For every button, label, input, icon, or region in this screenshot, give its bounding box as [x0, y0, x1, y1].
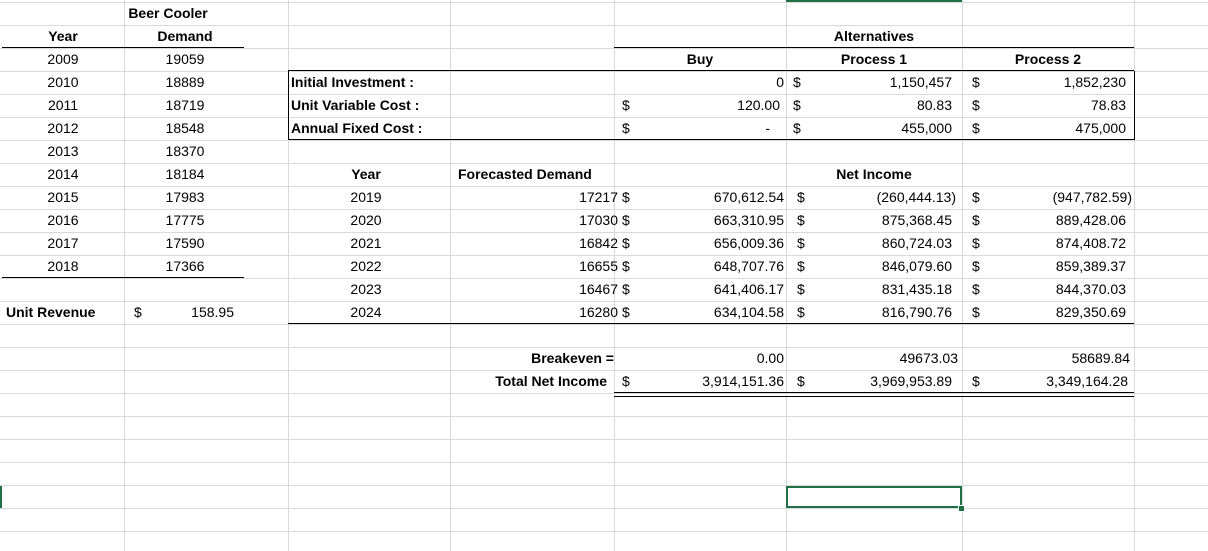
forecast-demand-cell[interactable]: 16280 [579, 304, 618, 320]
currency-sign: $ [797, 373, 805, 389]
process2-column-header: Process 2 [1014, 51, 1082, 67]
process2-breakeven[interactable]: 58689.84 [1071, 350, 1130, 366]
process2-net-income-cell[interactable]: 859,389.37 [1055, 258, 1126, 274]
forecast-demand-cell[interactable]: 16655 [579, 258, 618, 274]
history-demand-cell[interactable]: 19059 [165, 51, 205, 67]
fill-handle[interactable] [958, 505, 965, 512]
currency-sign: $ [793, 97, 801, 113]
currency-sign: $ [622, 304, 630, 320]
history-demand-cell[interactable]: 18184 [165, 166, 205, 182]
currency-sign: $ [622, 258, 630, 274]
net-income-header: Net Income [836, 166, 912, 182]
buy-net-income-cell[interactable]: 656,009.36 [713, 235, 784, 251]
process1-initial-investment[interactable]: 1,150,457 [889, 74, 952, 90]
unit-variable-cost-label[interactable]: Unit Variable Cost : [291, 97, 420, 113]
selected-cell[interactable] [786, 486, 962, 508]
currency-sign: $ [793, 74, 801, 90]
buy-breakeven[interactable]: 0.00 [756, 350, 784, 366]
buy-unit-variable-cost[interactable]: 120.00 [737, 97, 780, 113]
process2-net-income-cell[interactable]: 889,428.06 [1055, 212, 1126, 228]
history-demand-cell[interactable]: 18889 [165, 74, 205, 90]
process2-net-income-cell[interactable]: 829,350.69 [1055, 304, 1126, 320]
currency-sign: $ [797, 235, 805, 251]
breakeven-label[interactable]: Breakeven = [531, 350, 614, 366]
currency-sign: $ [972, 235, 980, 251]
forecast-demand-header: Forecasted Demand [458, 166, 592, 182]
process1-breakeven[interactable]: 49673.03 [899, 350, 958, 366]
history-year-cell[interactable]: 2011 [47, 97, 79, 113]
currency-sign: $ [797, 281, 805, 297]
history-demand-cell[interactable]: 17775 [165, 212, 205, 228]
forecast-demand-cell[interactable]: 16842 [579, 235, 618, 251]
currency-sign: $ [797, 258, 805, 274]
unit-revenue-currency: $ [134, 304, 142, 320]
forecast-demand-cell[interactable]: 17030 [579, 212, 618, 228]
column-header-accent [786, 0, 962, 2]
history-demand-cell[interactable]: 18719 [165, 97, 205, 113]
history-year-cell[interactable]: 2018 [47, 258, 79, 274]
process2-initial-investment[interactable]: 1,852,230 [1063, 74, 1126, 90]
process1-net-income-cell[interactable]: 875,368.45 [881, 212, 952, 228]
buy-net-income-cell[interactable]: 641,406.17 [713, 281, 784, 297]
process2-net-income-cell[interactable]: (947,782.59) [1052, 189, 1132, 205]
buy-initial-investment[interactable]: 0 [776, 74, 784, 90]
buy-annual-fixed-cost[interactable]: - [765, 120, 770, 136]
history-year-cell[interactable]: 2015 [47, 189, 79, 205]
history-demand-cell[interactable]: 17983 [165, 189, 205, 205]
forecast-year-cell[interactable]: 2022 [350, 258, 382, 274]
history-year-cell[interactable]: 2014 [47, 166, 79, 182]
history-year-cell[interactable]: 2017 [47, 235, 79, 251]
currency-sign: $ [972, 373, 980, 389]
process1-column-header: Process 1 [840, 51, 908, 67]
currency-sign: $ [622, 281, 630, 297]
total-net-income-label[interactable]: Total Net Income [495, 373, 607, 389]
currency-sign: $ [972, 189, 980, 205]
currency-sign: $ [972, 281, 980, 297]
history-year-cell[interactable]: 2016 [47, 212, 79, 228]
currency-sign: $ [972, 258, 980, 274]
buy-net-income-cell[interactable]: 670,612.54 [713, 189, 784, 205]
currency-sign: $ [972, 304, 980, 320]
annual-fixed-cost-label[interactable]: Annual Fixed Cost : [291, 120, 423, 136]
history-year-cell[interactable]: 2010 [47, 74, 79, 90]
process1-net-income-cell[interactable]: 846,079.60 [881, 258, 952, 274]
buy-net-income-cell[interactable]: 648,707.76 [713, 258, 784, 274]
currency-sign: $ [972, 212, 980, 228]
currency-sign: $ [972, 74, 980, 90]
forecast-year-header: Year [351, 166, 381, 182]
forecast-year-cell[interactable]: 2019 [350, 189, 382, 205]
currency-sign: $ [622, 189, 630, 205]
forecast-demand-cell[interactable]: 16467 [579, 281, 618, 297]
buy-column-header: Buy [686, 51, 714, 67]
forecast-year-cell[interactable]: 2024 [350, 304, 382, 320]
currency-sign: $ [622, 235, 630, 251]
unit-revenue-label[interactable]: Unit Revenue [6, 304, 96, 320]
forecast-year-cell[interactable]: 2023 [350, 281, 382, 297]
buy-net-income-cell[interactable]: 634,104.58 [713, 304, 784, 320]
process1-annual-fixed-cost[interactable]: 455,000 [901, 120, 952, 136]
history-demand-cell[interactable]: 17366 [165, 258, 205, 274]
process2-net-income-cell[interactable]: 844,370.03 [1055, 281, 1126, 297]
initial-investment-label[interactable]: Initial Investment : [291, 74, 414, 90]
unit-revenue-value[interactable]: 158.95 [191, 304, 234, 320]
forecast-year-cell[interactable]: 2021 [350, 235, 382, 251]
alternatives-title: Alternatives [833, 28, 915, 44]
year-column-header: Year [48, 28, 78, 44]
currency-sign: $ [622, 120, 630, 136]
history-year-cell[interactable]: 2009 [47, 51, 79, 67]
currency-sign: $ [797, 189, 805, 205]
currency-sign: $ [622, 97, 630, 113]
process1-net-income-cell[interactable]: 831,435.18 [881, 281, 952, 297]
process1-unit-variable-cost[interactable]: 80.83 [916, 97, 952, 113]
process2-net-income-cell[interactable]: 874,408.72 [1055, 235, 1126, 251]
currency-sign: $ [797, 304, 805, 320]
currency-sign: $ [972, 97, 980, 113]
row-header-accent [0, 486, 2, 508]
history-year-cell[interactable]: 2012 [47, 120, 79, 136]
currency-sign: $ [622, 212, 630, 228]
process1-net-income-cell[interactable]: 816,790.76 [881, 304, 952, 320]
history-demand-cell[interactable]: 18548 [165, 120, 205, 136]
currency-sign: $ [622, 373, 630, 389]
buy-net-income-cell[interactable]: 663,310.95 [713, 212, 784, 228]
process1-net-income-cell[interactable]: (260,444.13) [876, 189, 956, 205]
history-demand-cell[interactable]: 17590 [165, 235, 205, 251]
process2-unit-variable-cost[interactable]: 78.83 [1090, 97, 1126, 113]
history-year-cell[interactable]: 2013 [47, 143, 79, 159]
process2-total-net-income[interactable]: 3,349,164.28 [1046, 373, 1128, 389]
process1-net-income-cell[interactable]: 860,724.03 [881, 235, 952, 251]
buy-total-net-income[interactable]: 3,914,151.36 [702, 373, 784, 389]
currency-sign: $ [972, 120, 980, 136]
demand-header-line1: Beer Cooler [128, 5, 208, 21]
forecast-demand-cell[interactable]: 17217 [579, 189, 618, 205]
process1-total-net-income[interactable]: 3,969,953.89 [870, 373, 952, 389]
currency-sign: $ [797, 212, 805, 228]
history-demand-cell[interactable]: 18370 [165, 143, 205, 159]
forecast-year-cell[interactable]: 2020 [350, 212, 382, 228]
currency-sign: $ [793, 120, 801, 136]
process2-annual-fixed-cost[interactable]: 475,000 [1075, 120, 1126, 136]
demand-column-header: Demand [157, 28, 213, 44]
